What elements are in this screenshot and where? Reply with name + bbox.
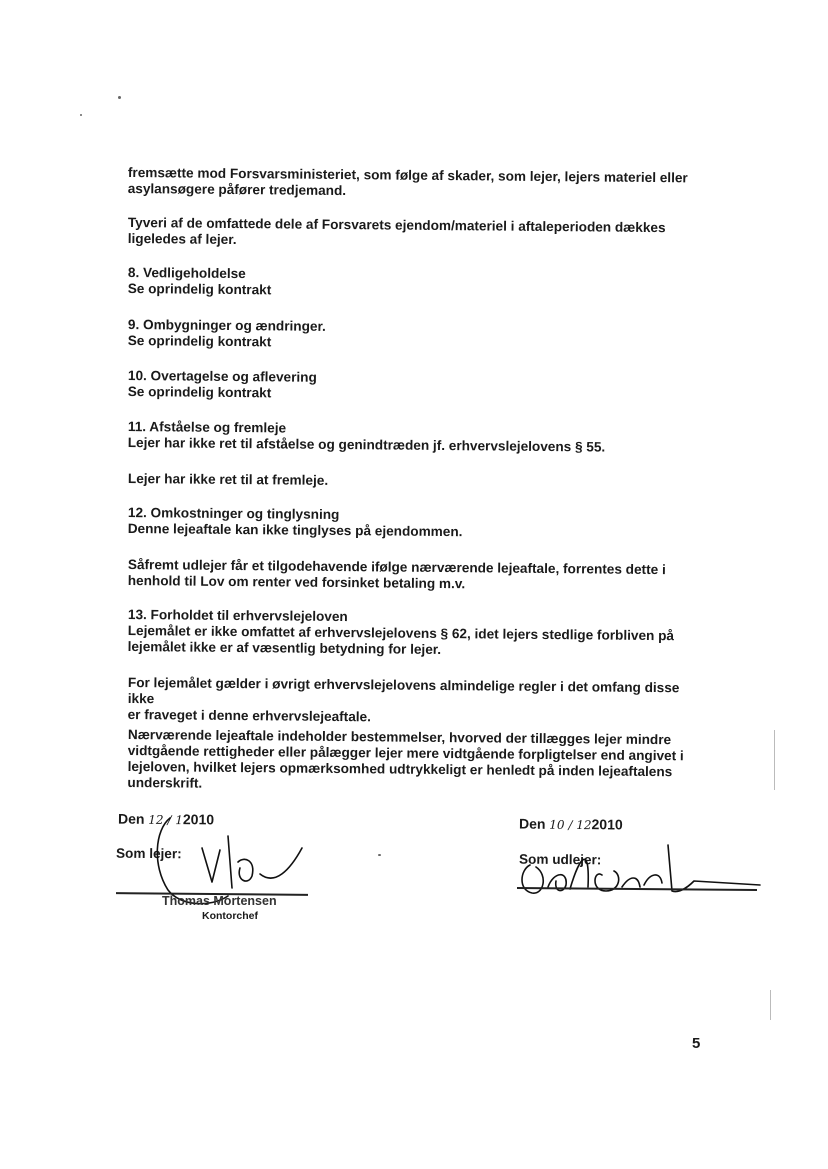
scan-speck [80,114,82,116]
text-line: Nærværende lejeaftale indeholder bestemmelser, hvorved der tillægges lejer mindre [127,727,672,748]
scan-edge-mark [770,990,771,1020]
text-line: fremsætte mod Forsvarsministeriet, som følge af skader, som lejer, lejers materiel eller [127,165,688,186]
text-line: Denne lejeaftale kan ikke tinglyses på ejendommen. [127,520,463,540]
section-heading: 13. Forholdet til erhvervslejeloven [127,607,348,625]
section-heading: 12. Omkostninger og tinglysning [127,505,340,523]
date-prefix: Den [117,810,145,827]
date-year: 2010 [591,816,623,833]
text-line: vidtgående rettigheder eller pålægger lejer mere vidtgående forpligtelser end angivet i [127,742,684,764]
scan-speck [378,854,381,856]
scan-speck [118,96,121,99]
text-line: Se oprindelig kontrakt [127,383,272,401]
text-line: henhold til Lov om renter ved forsinket betaling m.v. [127,572,466,592]
text-line: underskrift. [127,774,203,791]
section-11 [128,419,688,456]
section-heading: 10. Overtagelse og aflevering [127,368,317,385]
section-heading: 8. Vedligeholdelse [127,265,246,282]
section-9 [128,317,688,354]
landlord-label: Som udlejer: [518,851,602,868]
section-theft [128,215,688,252]
section-13 [128,607,688,660]
section-10 [128,368,688,405]
text-line: For lejemålet gælder i øvrigt erhvervslejelovens almindelige regler i det omfang disse ikke [127,675,680,707]
text-line: er fraveget i denne erhvervslejeaftale. [127,706,371,725]
text-line: asylansøgere påfører tredjemand. [127,180,347,199]
text-line: Lejer har ikke ret til afståelse og genindtræden jf. erhvervslejelovens § 55. [127,434,606,455]
section-sublet [128,471,688,492]
text-line: Lejemålet er ikke omfattet af erhvervslejelovens § 62, idet lejers stedlige forbliven på [127,622,675,644]
section-provisions [127,727,688,796]
landlord-date [519,816,623,833]
text-line: Tyveri af de omfattede dele af Forsvarets ejendom/materiel i aftaleperioden dækkes [127,215,666,236]
handwritten-date: 12 / 1 [148,812,183,828]
section-12 [128,505,688,542]
text-line: Se oprindelig kontrakt [127,332,272,350]
section-heading: 11. Afståelse og fremleje [127,419,287,436]
text-line: ligeledes af lejer. [127,230,237,248]
text-line: Såfremt udlejer får et tilgodehavende ifølge nærværende lejeaftale, forrentes dette i [127,557,666,578]
text-line: lejeloven, hvilket lejers opmærksomhed udtrykkeligt er henledt på inden lejeaftalens [127,758,673,780]
section-interest [128,557,688,594]
page-number: 5 [692,1035,701,1052]
scan-edge-mark [774,730,775,790]
text-line: lejemålet ikke er af væsentlig betydning for lejer. [127,638,442,658]
tenant-label: Som lejer: [115,845,182,862]
tenant-title: Kontorchef [202,910,258,922]
section-8 [128,265,688,302]
date-year: 2010 [182,811,215,828]
landlord-signature [510,835,770,905]
section-liability [128,165,688,202]
text-line: Se oprindelig kontrakt [127,280,272,298]
handwritten-date: 10 / 12 [549,817,592,833]
date-prefix: Den [518,815,546,832]
text-line: Lejer har ikke ret til at fremleje. [127,471,329,488]
section-general-rules [128,675,688,728]
tenant-name: Thomas Mortensen [162,894,277,908]
section-heading: 9. Ombygninger og ændringer. [127,317,326,334]
